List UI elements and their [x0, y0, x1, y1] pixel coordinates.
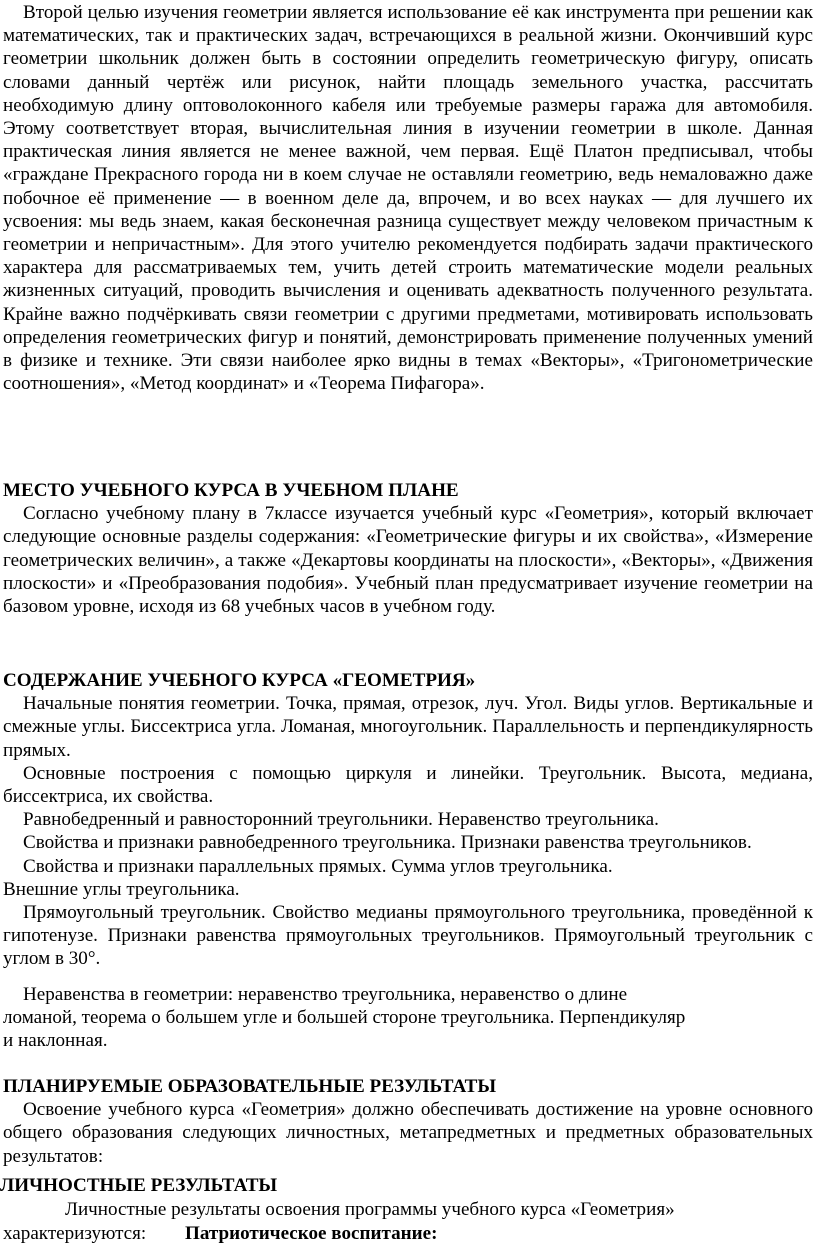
content-section — [3, 669, 813, 971]
personal-results-heading: ЛИЧНОСТНЫЕ РЕЗУЛЬТАТЫ — [0, 1175, 278, 1196]
content-paragraph-properties: Свойства и признаки равнобедренного треугольника. Признаки равенства треугольников. — [23, 832, 752, 854]
content-heading: СОДЕРЖАНИЕ УЧЕБНОГО КУРСА «ГЕОМЕТРИЯ» — [3, 670, 476, 691]
content-paragraph-isosceles: Равнобедренный и равносторонний треугольники. Неравенство треугольника. — [23, 809, 659, 831]
place-heading: МЕСТО УЧЕБНОГО КУРСА В УЧЕБНОМ ПЛАНЕ — [3, 480, 459, 501]
intro-section — [3, 1, 813, 395]
patriotic-education-heading: Патриотическое воспитание: — [185, 1223, 438, 1244]
content-paragraph-right-triangle: Прямоугольный треугольник. Свойство медианы прямоугольного треугольника, проведённой к гипотенузе. Признаки равенства прямоугольных треугольников. Прямоугольный треугольник с углом в 30°. — [3, 902, 813, 970]
personal-results-line-2: характеризуются: — [3, 1223, 147, 1244]
content-paragraph-constructions: Основные построения с помощью циркуля и линейки. Треугольник. Высота, медиана, биссектриса, их свойства. — [3, 762, 813, 808]
place-paragraph: Согласно учебному плану в 7классе изучается учебный курс «Геометрия», который включает следующие основные разделы содержания: «Геометрические фигуры и их свойства», «Измерение геометрических величин», а также «Декартовы координаты на плоскости», «Векторы», «Движения плоскости» и «Преобразования подобия». Учебный план предусматривает изучение геометрии на базовом уровне, исходя из 68 учебных часов в учебном году. — [3, 503, 813, 618]
place-section — [3, 479, 813, 618]
content-inequalities-line-2: ломаной, теорема о большем угле и большей стороне треугольника. Перпендикуляр — [3, 1007, 686, 1028]
results-heading: ПЛАНИРУЕМЫЕ ОБРАЗОВАТЕЛЬНЫЕ РЕЗУЛЬТАТЫ — [3, 1076, 497, 1097]
content-paragraph-exterior-angles: Внешние углы треугольника. — [3, 878, 240, 900]
results-paragraph: Освоение учебного курса «Геометрия» должно обеспечивать достижение на уровне основного общего образования следующих личностных, метапредметных и предметных образовательных результатов: — [3, 1099, 813, 1167]
content-inequalities-line-1: Неравенства в геометрии: неравенство треугольника, неравенство о длине — [23, 984, 628, 1005]
intro-paragraph: Второй целью изучения геометрии является использование её как инструмента при решении как математических, так и практических задач, встречающихся в реальной жизни. Окончивший курс геометрии школьник должен быть в состоянии определить геометрическую фигуру, описать словами данный чертёж или рисунок, найти площадь земельного участка, рассчитать необходимую длину оптоволоконного кабеля или требуемые размеры гаража для автомобиля. Этому соответствует вторая, вычислительная линия в изучении геометрии в школе. Данная практическая линия является не менее важной, чем первая. Ещё Платон предписывал, чтобы «граждане Прекрасного города ни в коем случае не оставляли геометрию, ведь немаловажно даже побочное её применение — в военном деле да, впрочем, и во всех науках — для лучшего их усвоения: мы ведь знаем, какая бесконечная разница существует между человеком причастным к геометрии и непричастным». Для этого учителю рекомендуется подбирать задачи практического характера для рассматриваемых тем, учить детей строить математические модели реальных жизненных ситуаций, проводить вычисления и оценивать адекватность полученного результата. Крайне важно подчёркивать связи геометрии с другими предметами, мотивировать использовать определения геометрических фигур и понятий, демонстрировать применение полученных умений в физике и технике. Эти связи наиболее ярко видны в темах «Векторы», «Тригонометрические соотношения», «Метод координат» и «Теорема Пифагора». — [3, 2, 813, 395]
content-paragraph-parallel: Свойства и признаки параллельных прямых. Сумма углов треугольника. — [23, 855, 613, 877]
content-inequalities-line-3: и наклонная. — [3, 1030, 108, 1051]
content-paragraph-basics: Начальные понятия геометрии. Точка, прямая, отрезок, луч. Угол. Виды углов. Вертикальные и смежные углы. Биссектриса угла. Ломаная, многоугольник. Параллельность и перпендикулярность прямых. — [3, 693, 813, 761]
results-section — [3, 1075, 813, 1168]
personal-results-line-1: Личностные результаты освоения программы учебного курса «Геометрия» — [65, 1199, 675, 1220]
